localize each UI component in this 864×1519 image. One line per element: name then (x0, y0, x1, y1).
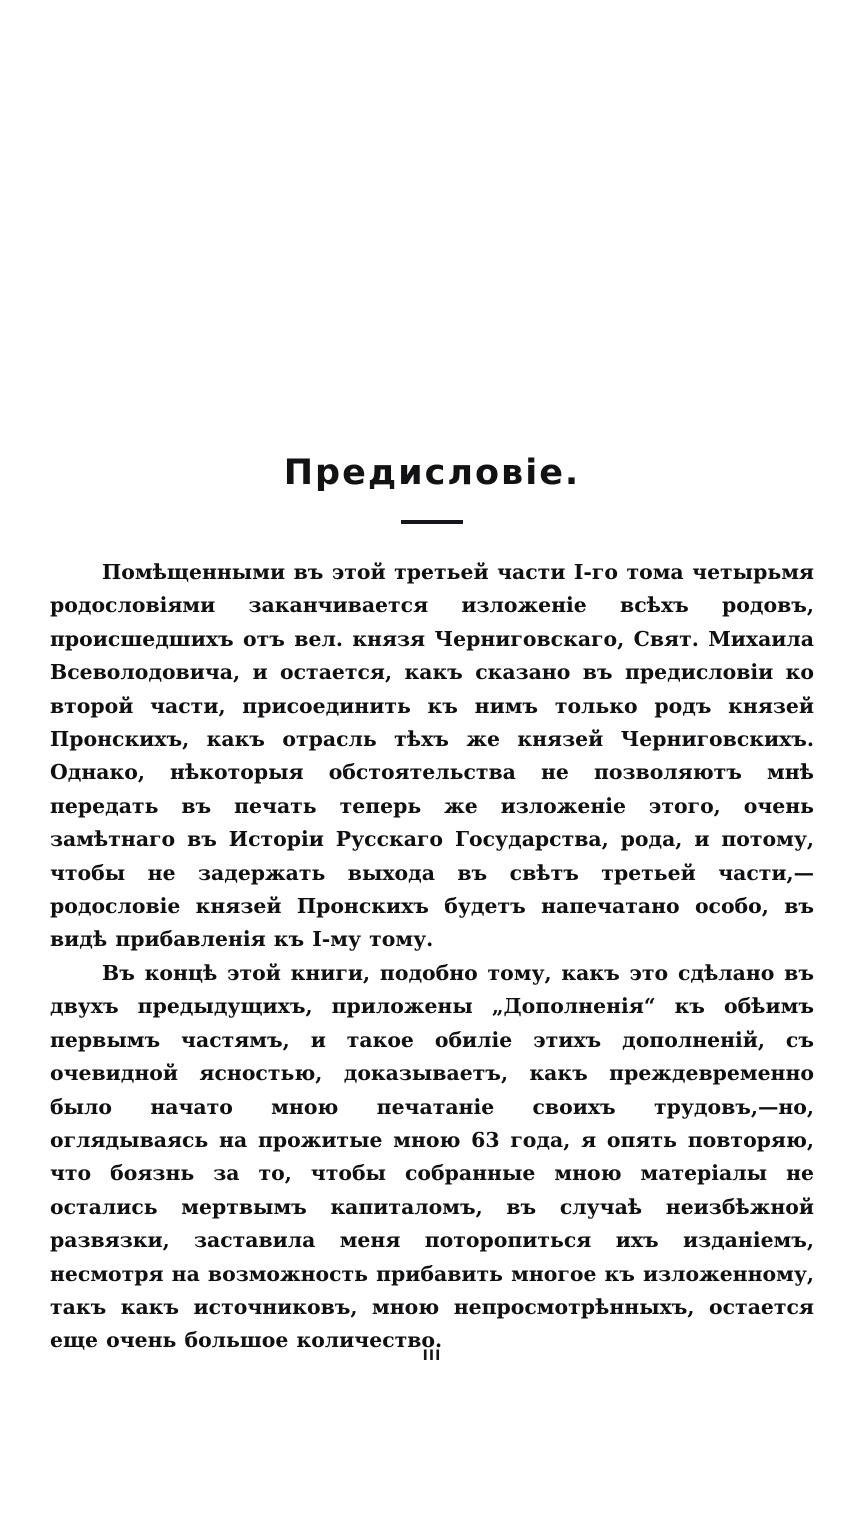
title-divider-rule (401, 520, 463, 524)
page-title: Предисловіе. (283, 453, 581, 494)
paragraph: Въ концѣ этой книги, подобно тому, какъ это сдѣлано въ двухъ предыдущихъ, приложены „Дополненія“ къ обѣимъ первымъ частямъ, и такое обиліе этихъ дополненій, съ очевидной ясностью, доказываетъ, какъ преждевременно было начато мною печатаніе своихъ трудовъ,—но, оглядываясь на прожитые мною 63 года, я опять повторяю, что боязнь за то, чтобы собранные мною матеріалы не остались мертвымъ капиталомъ, въ случаѣ неизбѣжной развязки, заставила меня поторопиться ихъ изданіемъ, несмотря на возможность прибавить многое къ изложенному, такъ какъ источниковъ, мною непросмотрѣнныхъ, остается еще очень большое количество. (50, 960, 814, 1353)
body-text-block (50, 556, 814, 1358)
paragraph: Помѣщенными въ этой третьей части I-го тома четырьмя родословіями заканчивается изложеніе всѣхъ родовъ, происшедшихъ отъ вел. князя Черниговскаго, Свят. Михаила Всеволодовича, и остается, какъ сказано въ предисловіи ко второй части, присоединить къ нимъ только родъ князей Пронскихъ, какъ отрасль тѣхъ же князей Черниговскихъ. Однако, нѣкоторыя обстоятельства не позволяютъ мнѣ передать въ печать теперь же изложеніе этого, очень замѣтнаго въ Исторіи Русскаго Государства, рода, и потому, чтобы не задержать выхода въ свѣтъ третьей части,—родословіе князей Пронскихъ будетъ напечатано особо, въ видѣ прибавленія къ I-му тому. (50, 560, 814, 952)
page-number: III (422, 1348, 442, 1364)
